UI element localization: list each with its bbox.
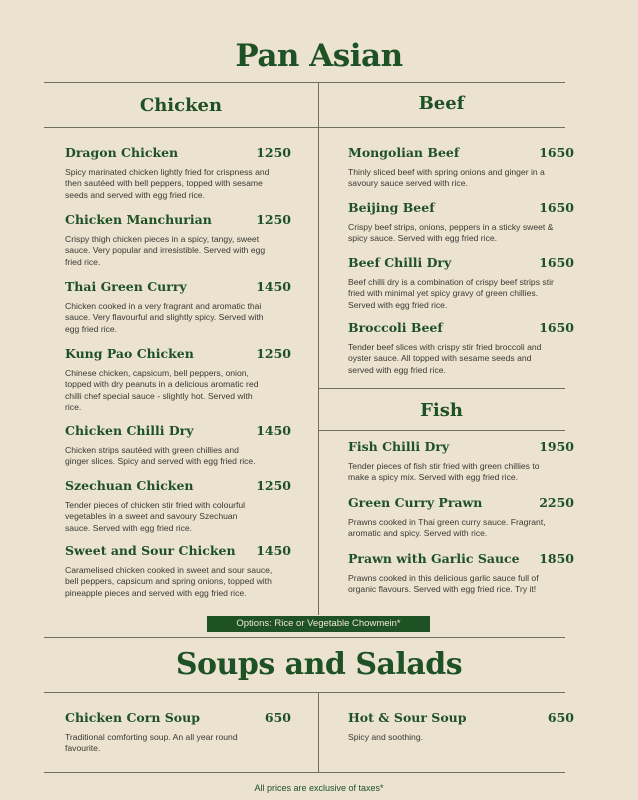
item-description: Beef chilli dry is a combination of crispy beef strips stir fried with minimal yet spicy gravy of green chillies. Served with egg fried rice. <box>348 277 554 310</box>
item-description: Spicy marinated chicken lightly fried for crispness and then sautéed with bell peppers, topped with sesame seeds and served with egg fried rice. <box>65 167 270 200</box>
item-description: Prawns cooked in Thai green curry sauce. Fragrant, aromatic and spicy. Served with rice. <box>348 517 546 539</box>
divider-beef-fish <box>318 388 565 389</box>
menu-item-mongolian-beef <box>348 145 574 190</box>
menu-item-kung-pao-chicken <box>65 346 291 413</box>
menu-item-hot-and-sour-soup <box>348 710 574 743</box>
menu-item-chicken-chilli-dry <box>65 423 291 468</box>
menu-item-fish-chilli-dry <box>348 439 574 484</box>
item-description: Chicken strips sautéed with green chillies and ginger slices. Spicy and served with egg fried rice. <box>65 445 256 467</box>
item-description: Tender beef slices with crispy stir fried broccoli and oyster sauce. All topped with sesame seeds and served with egg fried rice. <box>348 342 542 375</box>
menu-item-beijing-beef <box>348 200 574 245</box>
section-heading-chicken: Chicken <box>139 95 223 116</box>
page-title: Pan Asian <box>235 38 403 74</box>
item-name: Prawn with Garlic Sauce <box>348 551 520 566</box>
menu-item-beef-chilli-dry <box>348 255 574 311</box>
item-name: Chicken Chilli Dry <box>65 423 194 438</box>
divider-soups-top <box>44 637 565 638</box>
menu-item-szechuan-chicken <box>65 478 291 534</box>
item-name: Fish Chilli Dry <box>348 439 450 454</box>
item-description: Tender pieces of fish stir fried with green chillies to make a spicy mix. Served with egg fried rice. <box>348 461 540 483</box>
item-name: Green Curry Prawn <box>348 495 483 510</box>
item-name: Dragon Chicken <box>65 145 179 160</box>
item-price: 1950 <box>539 439 574 454</box>
menu-item-chicken-manchurian <box>65 212 291 268</box>
divider-fish-head <box>318 430 565 431</box>
item-description: Tender pieces of chicken stir fried with colourful vegetables in a sweet and savoury Szechuan sauce. Served with egg fried rice. <box>65 500 246 533</box>
item-description: Thinly sliced beef with spring onions and ginger in a savoury sauce served with rice. <box>348 167 545 189</box>
item-description: Prawns cooked in this delicious garlic sauce full of organic flavours. Served with egg fried rice. Try it! <box>348 573 539 595</box>
options-banner: Options: Rice or Vegetable Chowmein* <box>207 616 430 632</box>
item-description: Crispy beef strips, onions, peppers in a sticky sweet & spicy sauce. Served with egg fried rice. <box>348 222 554 244</box>
divider-soups-bottom <box>44 692 565 693</box>
menu-item-broccoli-beef <box>348 320 574 376</box>
item-name: Mongolian Beef <box>348 145 460 160</box>
item-price: 1250 <box>256 478 291 493</box>
item-name: Thai Green Curry <box>65 279 187 294</box>
item-price: 1650 <box>539 200 574 215</box>
divider-top <box>44 82 565 83</box>
item-description: Caramelised chicken cooked in sweet and sour sauce, bell peppers, capsicum and spring onions, topped with pineapple pieces and served with egg fried rice. <box>65 565 273 598</box>
item-price: 650 <box>264 710 291 725</box>
item-name: Kung Pao Chicken <box>65 346 194 361</box>
item-price: 1250 <box>256 212 291 227</box>
item-description: Spicy and soothing. <box>348 732 424 742</box>
item-name: Broccoli Beef <box>348 320 443 335</box>
item-price: 2250 <box>539 495 574 510</box>
item-price: 1650 <box>539 145 574 160</box>
menu-item-green-curry-prawn <box>348 495 574 540</box>
menu-item-chicken-corn-soup <box>65 710 291 755</box>
menu-item-dragon-chicken <box>65 145 291 201</box>
soups-title: Soups and Salads <box>175 647 463 682</box>
menu-item-sweet-and-sour-chicken <box>65 543 291 599</box>
item-name: Chicken Manchurian <box>65 212 212 227</box>
item-price: 650 <box>547 710 574 725</box>
section-heading-fish: Fish <box>420 400 463 421</box>
item-description: Crispy thigh chicken pieces in a spicy, tangy, sweet sauce. Very popular and irresistible. Served with egg fried rice. <box>65 234 266 267</box>
item-price: 1250 <box>256 346 291 361</box>
item-price: 1850 <box>539 551 574 566</box>
menu-item-prawn-with-garlic-sauce <box>348 551 574 596</box>
item-description: Traditional comforting soup. An all year round favourite. <box>65 732 238 754</box>
item-description: Chicken cooked in a very fragrant and aromatic thai sauce. Very flavourful and slightly spicy. Served with egg fried rice. <box>65 301 264 334</box>
item-name: Szechuan Chicken <box>65 478 194 493</box>
item-name: Chicken Corn Soup <box>65 710 200 725</box>
divider-vertical-main <box>318 82 319 615</box>
section-heading-beef: Beef <box>418 93 465 114</box>
footer-note: All prices are exclusive of taxes* <box>254 783 384 793</box>
item-name: Hot & Sour Soup <box>348 710 467 725</box>
item-price: 1450 <box>256 279 291 294</box>
item-name: Beijing Beef <box>348 200 435 215</box>
menu-item-thai-green-curry <box>65 279 291 335</box>
item-description: Chinese chicken, capsicum, bell peppers, onion, topped with dry peanuts in a delicious aromatic red chilli chef special sauce - slightly hot. Served with rice. <box>65 368 259 412</box>
divider-chicken-head <box>44 127 318 128</box>
item-name: Sweet and Sour Chicken <box>65 543 236 558</box>
item-price: 1250 <box>256 145 291 160</box>
divider-vertical-soups <box>318 692 319 772</box>
divider-footer <box>44 772 565 773</box>
divider-beef-head <box>318 127 565 128</box>
item-price: 1650 <box>539 255 574 270</box>
item-price: 1450 <box>256 543 291 558</box>
item-name: Beef Chilli Dry <box>348 255 452 270</box>
item-price: 1450 <box>256 423 291 438</box>
item-price: 1650 <box>539 320 574 335</box>
